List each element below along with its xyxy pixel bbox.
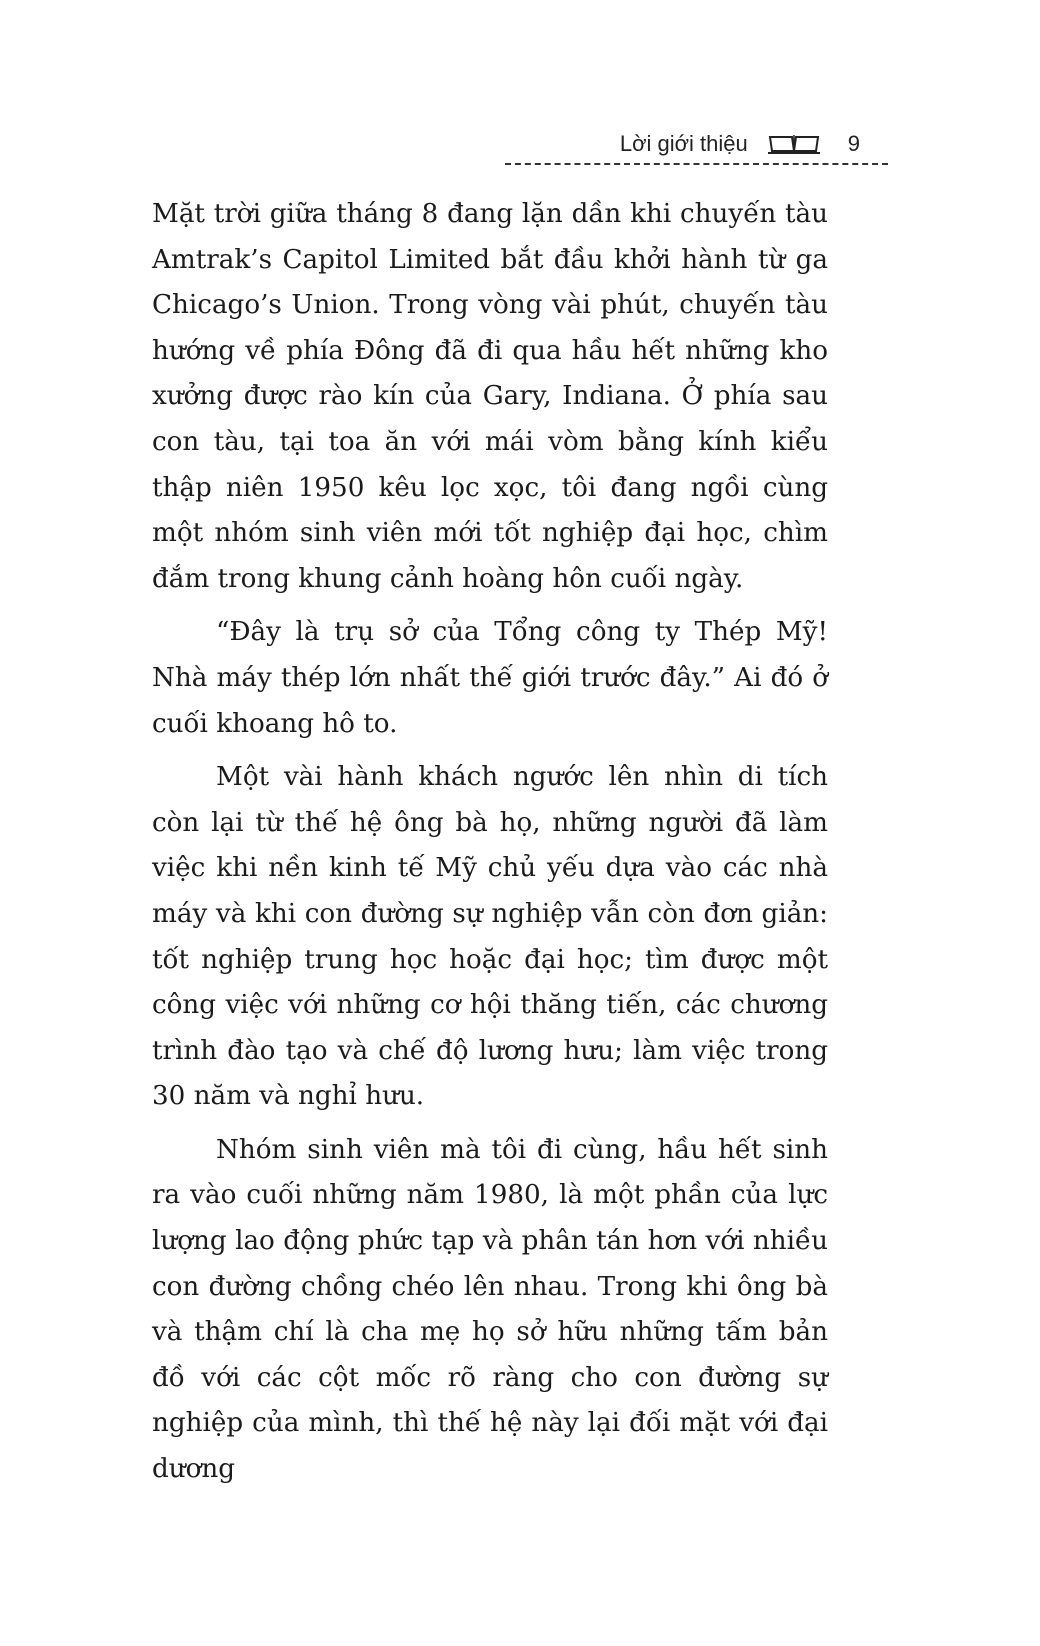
running-header	[480, 126, 860, 162]
body-text	[152, 192, 828, 1501]
open-book-icon	[766, 131, 822, 157]
chapter-title: Lời giới thiệu	[619, 131, 748, 156]
paragraph-3: Một vài hành khách ngước lên nhìn di tích còn lại từ thế hệ ông bà họ, những người đã làm việc khi nền kinh tế Mỹ chủ yếu dựa vào các nhà máy và khi con đường sự nghiệp vẫn còn đơn giản: tốt nghiệp trung học hoặc đại học; tìm được một công việc với những cơ hội thăng tiến, các chương trình đào tạo và chế độ lương hưu; làm việc trong 30 năm và nghỉ hưu.	[152, 762, 828, 1112]
page-number: 9	[847, 131, 860, 156]
header-divider	[505, 163, 888, 165]
paragraph-1: Mặt trời giữa tháng 8 đang lặn dần khi chuyến tàu Amtrak’s Capitol Limited bắt đầu khởi hành từ ga Chicago’s Union. Trong vòng vài phút, chuyến tàu hướng về phía Đông đã đi qua hầu hết những kho xưởng được rào kín của Gary, Indiana. Ở phía sau con tàu, tại toa ăn với mái vòm bằng kính kiểu thập niên 1950 kêu lọc xọc, tôi đang ngồi cùng một nhóm sinh viên mới tốt nghiệp đại học, chìm đắm trong khung cảnh hoàng hôn cuối ngày.	[152, 199, 828, 594]
paragraph-4: Nhóm sinh viên mà tôi đi cùng, hầu hết sinh ra vào cuối những năm 1980, là một phần của lực lượng lao động phức tạp và phân tán hơn với nhiều con đường chồng chéo lên nhau. Trong khi ông bà và thậm chí là cha mẹ họ sở hữu những tấm bản đồ với các cột mốc rõ ràng cho con đường sự nghiệp của mình, thì thế hệ này lại đối mặt với đại dương	[152, 1134, 828, 1485]
paragraph-2: “Đây là trụ sở của Tổng công ty Thép Mỹ! Nhà máy thép lớn nhất thế giới trước đây.” Ai đó ở cuối khoang hô to.	[152, 617, 828, 739]
